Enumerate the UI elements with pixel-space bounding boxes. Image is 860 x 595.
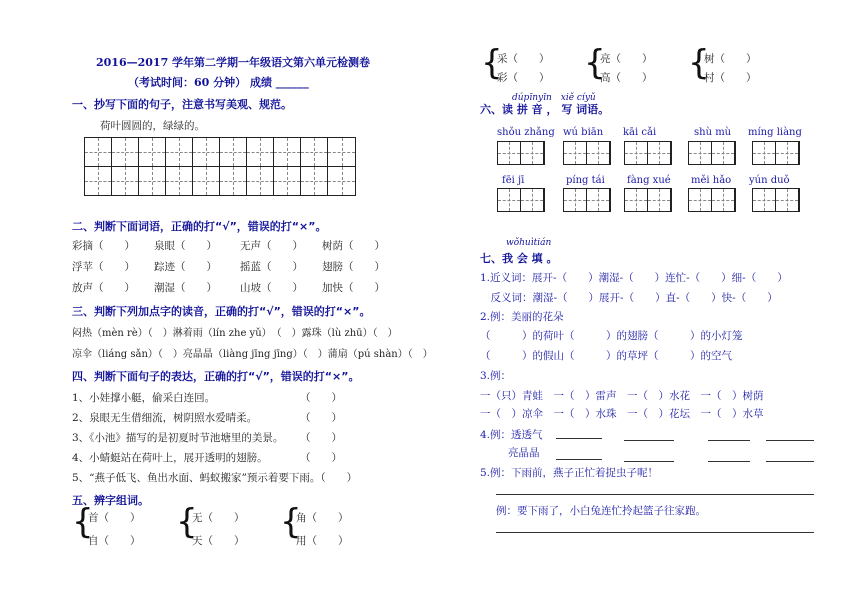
brace-icon: { bbox=[481, 43, 503, 83]
section-5-heading: 五、辨字组词。 bbox=[72, 494, 149, 507]
answer-line[interactable] bbox=[624, 440, 674, 441]
section-1-heading: 一、抄写下面的句子，注意书写美观、规范。 bbox=[72, 98, 292, 111]
brace-icon: { bbox=[688, 43, 710, 83]
pinyin-label: fàng xué bbox=[627, 175, 671, 186]
pinyin-label: píng tái bbox=[566, 175, 605, 186]
answer-box[interactable] bbox=[624, 188, 672, 212]
word-item: 树荫（ ） bbox=[322, 240, 385, 252]
answer-box[interactable] bbox=[563, 188, 611, 212]
fill-line: 2.例：美丽的花朵 bbox=[480, 311, 564, 323]
sentence-item: 4、小蜻蜓站在荷叶上，展开透明的翅膀。 bbox=[72, 452, 268, 464]
fill-line: 3.例： bbox=[480, 370, 512, 382]
char-group-item: 彩（ ） bbox=[497, 72, 550, 84]
pinyin-label: yún duǒ bbox=[749, 175, 790, 186]
answer-line[interactable] bbox=[556, 459, 602, 460]
fill-line: （ ）的假山（ ）的草坪（ ）的空气 bbox=[480, 350, 732, 362]
answer-line[interactable] bbox=[708, 440, 750, 441]
fill-line: 5.例：下雨前，燕子正忙着捉虫子呢！ bbox=[480, 467, 659, 479]
answer-line[interactable] bbox=[556, 438, 602, 439]
answer-paren: （ ） bbox=[300, 432, 342, 444]
fill-line: 一（只）青蛙 一（ ）雷声 一（ ）水花 一（ ）树荫 bbox=[480, 390, 764, 402]
answer-box[interactable] bbox=[752, 188, 800, 212]
pinyin-label: měi hǎo bbox=[691, 175, 732, 186]
answer-paren: （ ） bbox=[300, 392, 342, 404]
sentence-item: 5、“燕子低飞、鱼出水面、蚂蚁搬家”预示着要下雨。（ ） bbox=[72, 472, 358, 484]
word-item: 踪迹（ ） bbox=[154, 261, 217, 273]
char-group-item: 村（ ） bbox=[704, 72, 757, 84]
pinyin-label: shù mù bbox=[694, 127, 732, 138]
word-item: 放声（ ） bbox=[72, 282, 135, 294]
answer-box[interactable] bbox=[624, 141, 672, 165]
pinyin-label: wú biān bbox=[563, 127, 604, 138]
char-group-item: 自（ ） bbox=[88, 535, 141, 547]
answer-box[interactable] bbox=[497, 188, 545, 212]
section-6-pinyin: dúpīnyīn xiě cíyǔ bbox=[512, 93, 596, 103]
answer-line[interactable] bbox=[624, 461, 674, 462]
char-group-item: 采（ ） bbox=[497, 53, 550, 65]
word-item: 摇蓝（ ） bbox=[240, 261, 303, 273]
answer-paren: （ ） bbox=[300, 452, 342, 464]
word-item: 泉眼（ ） bbox=[154, 240, 217, 252]
pinyin-label: kāi cǎi bbox=[623, 127, 657, 138]
pinyin-label: shǒu zhǎng bbox=[497, 127, 555, 138]
fill-line: 亮晶晶 bbox=[508, 447, 540, 459]
sentence-item: 2、泉眼无生借细流，树阴照水爱晴柔。 bbox=[72, 412, 258, 424]
exam-info: （考试时间：60 分钟） 成绩 ______ bbox=[128, 76, 309, 89]
section-7-pinyin: wǒhuìtián bbox=[506, 238, 552, 248]
brace-icon: { bbox=[72, 502, 94, 542]
copy-sentence: 荷叶圆圆的，绿绿的。 bbox=[100, 120, 205, 132]
answer-box[interactable] bbox=[688, 141, 736, 165]
answer-line[interactable] bbox=[496, 532, 814, 533]
answer-line[interactable] bbox=[496, 494, 814, 495]
section-3-heading: 三、判断下列加点字的读音，正确的打“√”，错误的打“×”。 bbox=[72, 305, 371, 318]
writing-grid-row-1[interactable] bbox=[84, 137, 356, 167]
word-item: 潮湿（ ） bbox=[154, 282, 217, 294]
char-group-item: 角（ ） bbox=[296, 512, 349, 524]
sentence-item: 1、小娃撑小艇，偷采白连回。 bbox=[72, 392, 216, 404]
fill-line: 一（ ）凉伞 一（ ）水珠 一（ ）花坛 一（ ）水草 bbox=[480, 408, 764, 420]
brace-icon: { bbox=[584, 43, 606, 83]
fill-line: 1.近义词：展开-（ ）潮湿-（ ）连忙-（ ）细-（ ） bbox=[480, 272, 788, 284]
answer-line[interactable] bbox=[766, 461, 814, 462]
answer-box[interactable] bbox=[688, 188, 736, 212]
fill-line: 反义词：潮湿-（ ）展开-（ ）直-（ ）快-（ ） bbox=[480, 292, 778, 304]
answer-box[interactable] bbox=[497, 141, 545, 165]
answer-box[interactable] bbox=[752, 141, 800, 165]
char-group-item: 亮（ ） bbox=[600, 53, 653, 65]
section-6-heading: 六、读 拼 音 ， 写 词语。 bbox=[480, 103, 610, 116]
char-group-item: 首（ ） bbox=[88, 512, 141, 524]
pinyin-label: míng liàng bbox=[748, 127, 802, 138]
sentence-item: 3、《小池》描写的是初夏时节池塘里的美景。 bbox=[72, 432, 284, 444]
pinyin-judge-line-1: 闷热（mèn rè）（ ）淋着雨（lín zhe yǔ） （ ）露珠（lù zhū）（ ） bbox=[72, 328, 398, 339]
pinyin-judge-line-2: 凉伞（liáng sǎn）（ ）亮晶晶（liàng jīng jīng）（ ）蒲扇（pú shàn）（ ） bbox=[72, 349, 433, 360]
word-item: 浮苹（ ） bbox=[72, 261, 135, 273]
word-item: 彩摘（ ） bbox=[72, 240, 135, 252]
word-item: 山坡（ ） bbox=[240, 282, 303, 294]
fill-line: （ ）的荷叶（ ）的翅膀（ ）的小灯笼 bbox=[480, 330, 743, 342]
char-group-item: 无（ ） bbox=[192, 512, 245, 524]
writing-grid-row-2[interactable] bbox=[84, 166, 356, 196]
char-group-item: 用（ ） bbox=[296, 535, 349, 547]
pinyin-label: fēi jī bbox=[502, 175, 525, 186]
answer-paren: （ ） bbox=[300, 412, 342, 424]
brace-icon: { bbox=[280, 502, 302, 542]
fill-line: 例：要下雨了，小白兔连忙拎起篮子往家跑。 bbox=[496, 505, 706, 517]
char-group-item: 天（ ） bbox=[192, 535, 245, 547]
section-7-heading: 七、我 会 填 。 bbox=[480, 252, 558, 265]
word-item: 加快（ ） bbox=[322, 282, 385, 294]
answer-box[interactable] bbox=[563, 141, 611, 165]
brace-icon: { bbox=[176, 502, 198, 542]
char-group-item: 高（ ） bbox=[600, 72, 653, 84]
answer-line[interactable] bbox=[708, 461, 750, 462]
word-item: 翅膀（ ） bbox=[322, 261, 385, 273]
section-4-heading: 四、判断下面句子的表达，正确的打“√”，错误的打“×”。 bbox=[72, 370, 360, 383]
section-2-heading: 二、判断下面词语，正确的打“√”，错误的打“×”。 bbox=[72, 220, 327, 233]
page-title: 2016—2017 学年第二学期一年级语文第六单元检测卷 bbox=[96, 56, 371, 69]
fill-line: 4.例：透透气 bbox=[480, 429, 543, 441]
word-item: 无声（ ） bbox=[240, 240, 303, 252]
answer-line[interactable] bbox=[766, 440, 814, 441]
char-group-item: 树（ ） bbox=[704, 53, 757, 65]
